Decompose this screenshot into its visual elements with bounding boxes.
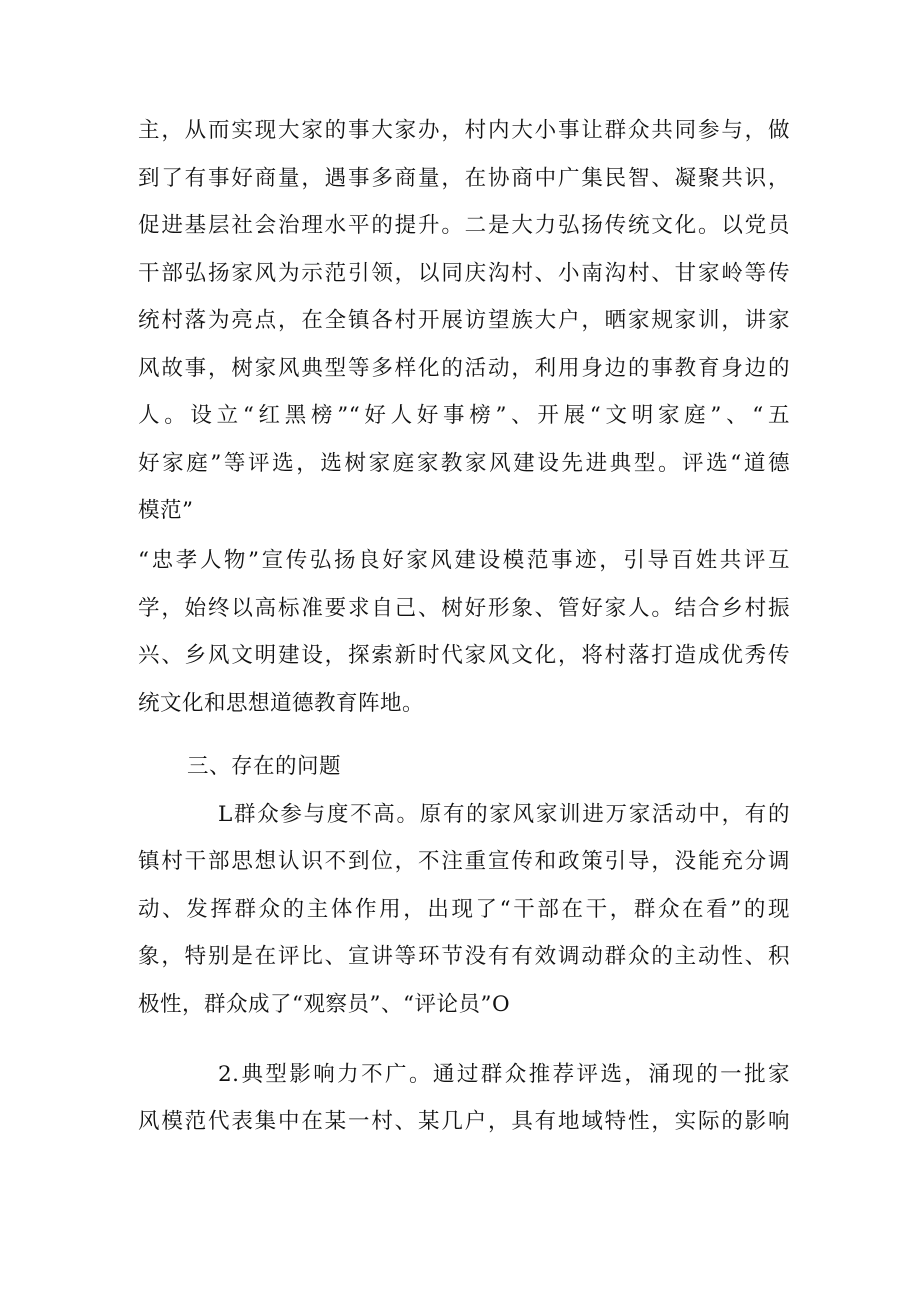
paragraph-4-line-1: 2.典型影响力不广。通过群众推荐评选，涌现的一批家: [218, 1062, 790, 1087]
paragraph-1-line-8: 好家庭”等评选，选树家庭家教家风建设先进典型。评选“道德: [138, 451, 790, 476]
paragraph-2-line-2: 学，始终以高标准要求自己、树好形象、管好家人。结合乡村振: [138, 596, 790, 621]
paragraph-1-line-6: 风故事，树家风典型等多样化的活动，利用身边的事教育身边的: [138, 356, 790, 381]
paragraph-1-line-7: 人。设立“红黑榜”“好人好事榜”、开展“文明家庭”、“五: [138, 403, 790, 428]
paragraph-2-line-3: 兴、乡风文明建设，探索新时代家风文化，将村落打造成优秀传: [138, 643, 790, 668]
paragraph-1-line-4: 干部弘扬家风为示范引领，以同庆沟村、小南沟村、甘家岭等传: [138, 261, 790, 286]
paragraph-3-line-5: 极性，群众成了“观察员”、“评论员”O: [138, 992, 511, 1017]
paragraph-3-line-2: 镇村干部思想认识不到位，不注重宣传和政策引导，没能充分调: [138, 849, 790, 874]
paragraph-4-line-2: 风模范代表集中在某一村、某几户，具有地域特性，实际的影响: [138, 1109, 790, 1134]
paragraph-2-line-1: “忠孝人物”宣传弘扬良好家风建设模范事迹，引导百姓共评互: [138, 548, 790, 573]
paragraph-3-line-4: 象，特别是在评比、宣讲等环节没有有效调动群众的主动性、积: [138, 944, 790, 969]
paragraph-1-line-3: 促进基层社会治理水平的提升。二是大力弘扬传统文化。以党员: [138, 213, 790, 238]
paragraph-1-line-1: 主，从而实现大家的事大家办，村内大小事让群众共同参与，做: [138, 118, 790, 143]
paragraph-1-line-9: 模范”: [138, 498, 194, 523]
section-heading: 三、存在的问题: [187, 754, 342, 779]
paragraph-1-line-2: 到了有事好商量，遇事多商量，在协商中广集民智、凝聚共识，: [138, 166, 790, 191]
paragraph-3-line-1: L群众参与度不高。原有的家风家训进万家活动中，有的: [218, 802, 790, 827]
paragraph-1-line-5: 统村落为亮点，在全镇各村开展访望族大户，晒家规家训，讲家: [138, 308, 790, 333]
paragraph-2-line-4: 统文化和思想道德教育阵地。: [138, 691, 425, 716]
paragraph-3-line-3: 动、发挥群众的主体作用，出现了“干部在干，群众在看”的现: [138, 897, 790, 922]
